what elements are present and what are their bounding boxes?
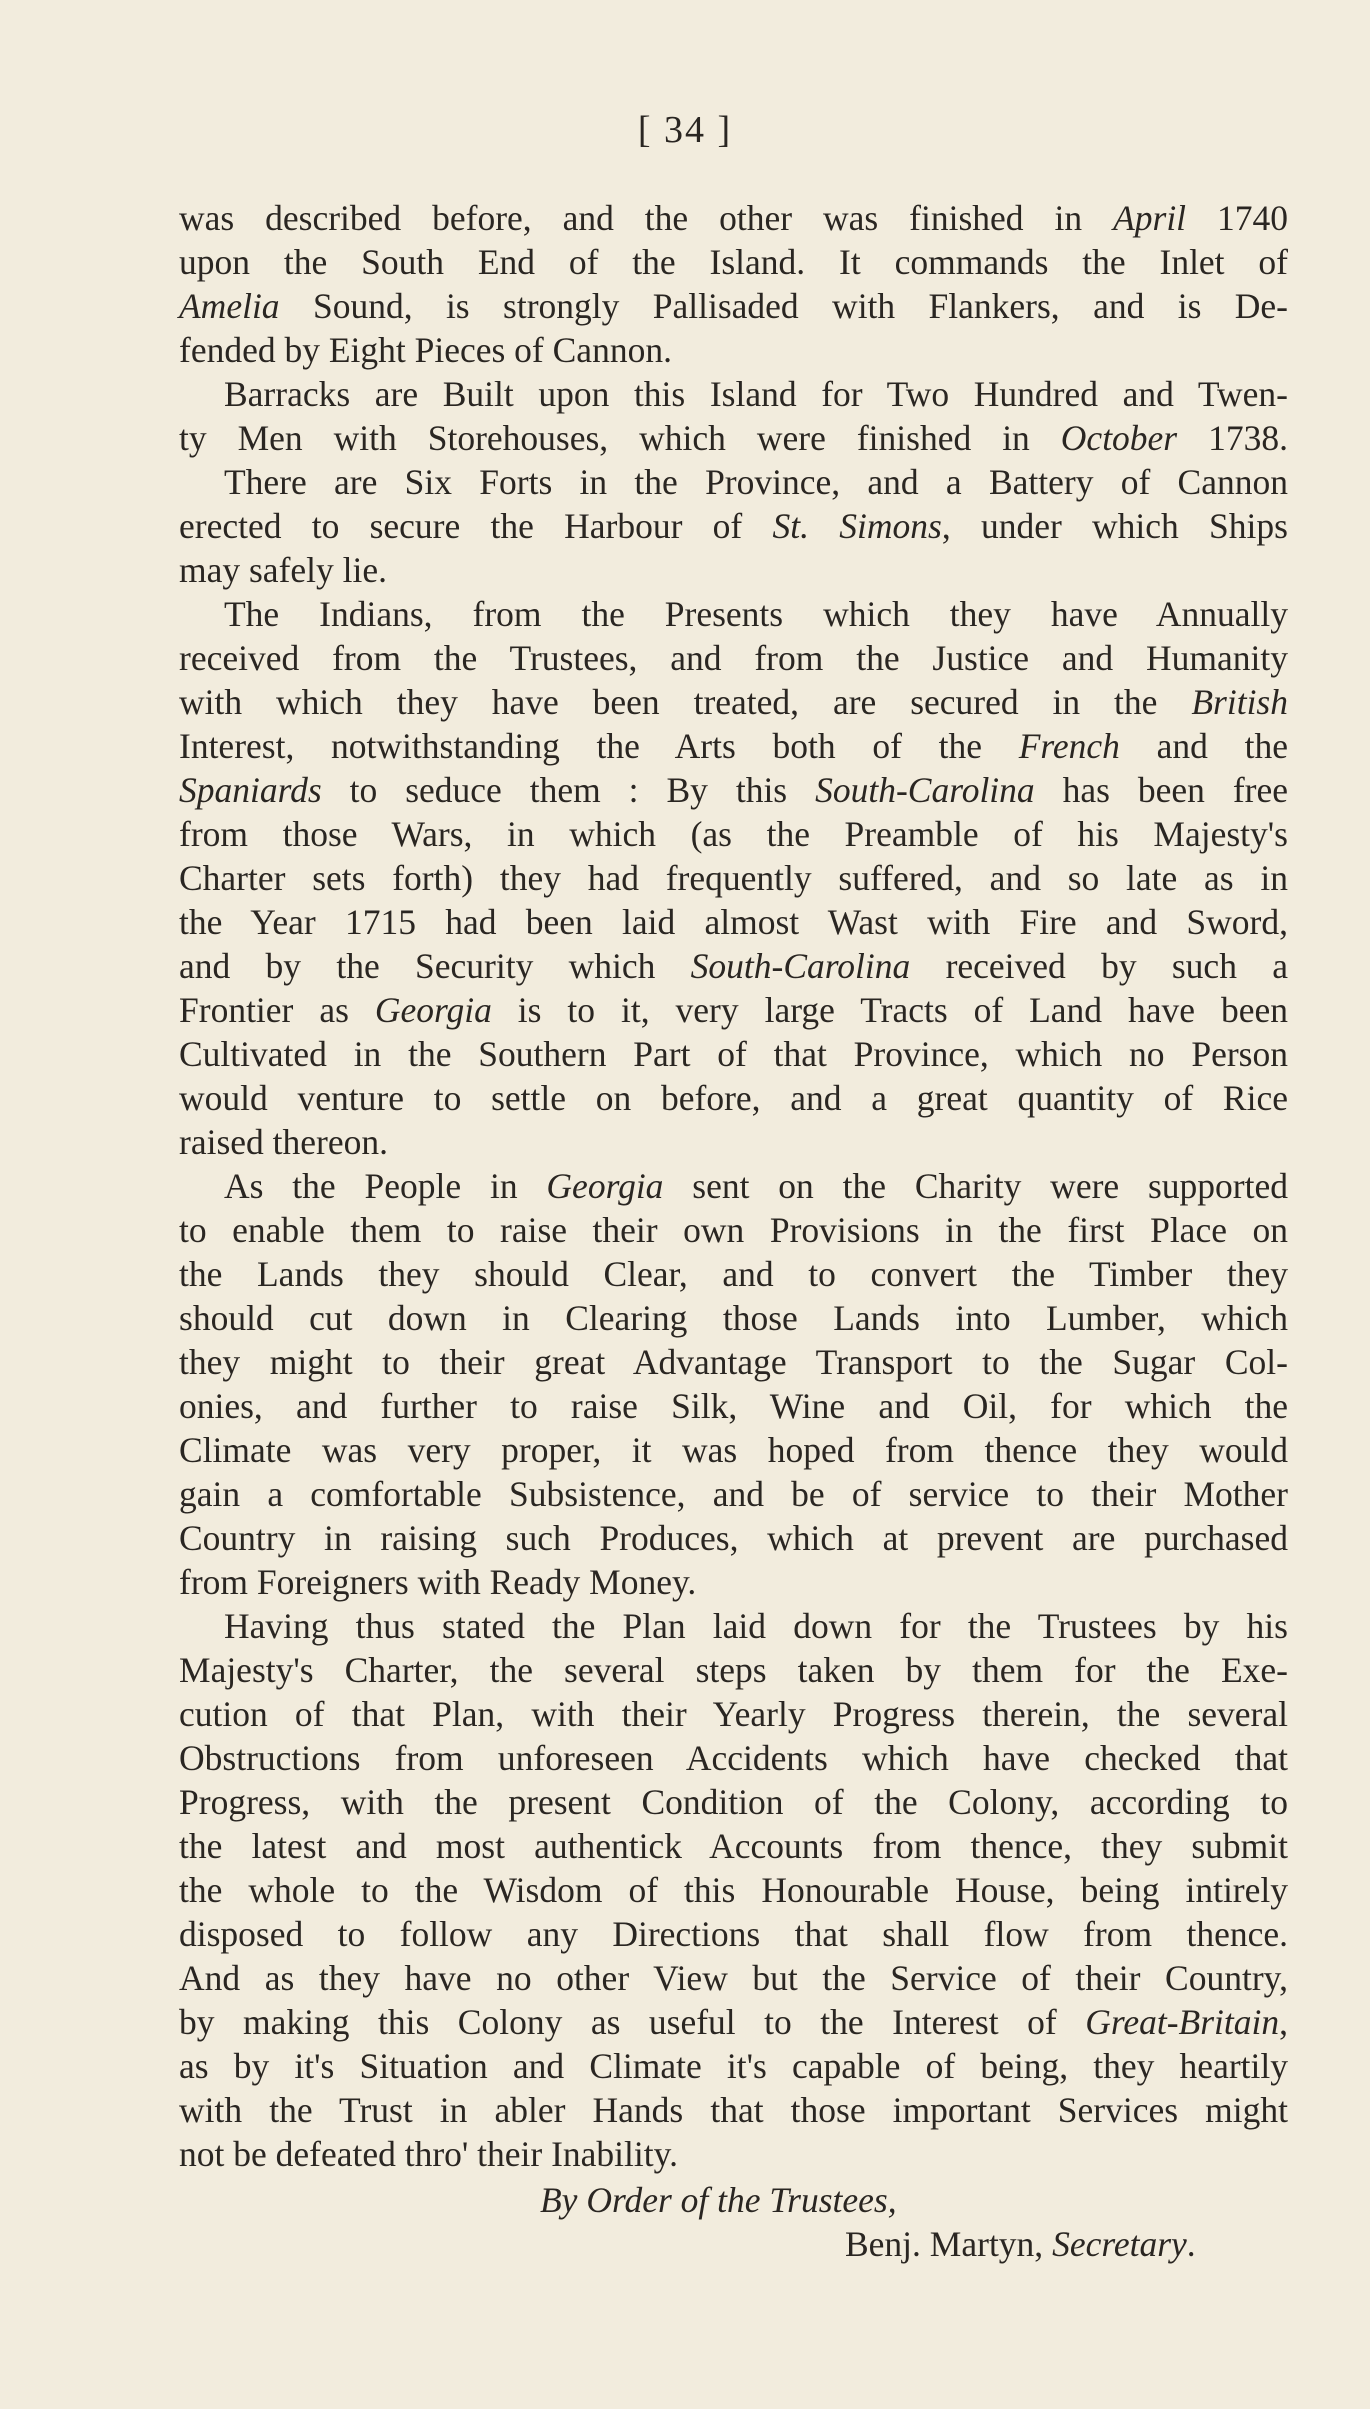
text-line: would venture to settle on before, and a great quantity of Rice <box>179 1078 1288 1118</box>
text-line: As the People in Georgia sent on the Charity were supported <box>224 1166 1288 1206</box>
text-line: The Indians, from the Presents which they have Annually <box>224 594 1288 634</box>
text-line: ty Men with Storehouses, which were finished in October 1738. <box>179 418 1288 458</box>
text-line: may safely lie. <box>179 550 387 590</box>
italic-text: Amelia <box>179 286 280 326</box>
text-line: should cut down in Clearing those Lands into Lumber, which <box>179 1298 1288 1338</box>
text-line: Interest, notwithstanding the Arts both of the French and the <box>179 726 1288 766</box>
text-line: Climate was very proper, it was hoped from thence they would <box>179 1430 1288 1470</box>
italic-text: British <box>1191 682 1288 722</box>
text-line: not be defeated thro' their Inability. <box>179 2134 678 2174</box>
italic-text: French <box>1018 726 1120 766</box>
text-line: was described before, and the other was finished in April 1740 <box>179 198 1288 238</box>
text-line: Progress, with the present Condition of the Colony, according to <box>179 1782 1288 1822</box>
text-line: Having thus stated the Plan laid down for the Trustees by his <box>224 1606 1288 1646</box>
text-line: to enable them to raise their own Provisions in the first Place on <box>179 1210 1288 1250</box>
text-line: gain a comfortable Subsistence, and be of service to their Mother <box>179 1474 1288 1514</box>
text-line: from those Wars, in which (as the Preamble of his Majesty's <box>179 814 1288 854</box>
text-line: Majesty's Charter, the several steps taken by them for the Exe- <box>179 1650 1288 1690</box>
page-number: [ 34 ] <box>637 109 733 151</box>
text-line: the whole to the Wisdom of this Honourable House, being intirely <box>179 1870 1288 1910</box>
text-line: by making this Colony as useful to the Interest of Great-Britain, <box>179 2002 1288 2042</box>
italic-text: Spaniards <box>179 770 322 810</box>
text-line: onies, and further to raise Silk, Wine and Oil, for which the <box>179 1386 1288 1426</box>
text-line: Charter sets forth) they had frequently suffered, and so late as in <box>179 858 1288 898</box>
text-line: cution of that Plan, with their Yearly Progress therein, the several <box>179 1694 1288 1734</box>
italic-text: St. Simons <box>772 506 942 546</box>
text-line: disposed to follow any Directions that shall flow from thence. <box>179 1914 1288 1954</box>
text-line: they might to their great Advantage Transport to the Sugar Col- <box>179 1342 1288 1382</box>
text-line: with the Trust in abler Hands that those important Services might <box>179 2090 1288 2130</box>
italic-text: South-Carolina <box>690 946 911 986</box>
text-line: fended by Eight Pieces of Cannon. <box>179 330 672 370</box>
text-line: from Foreigners with Ready Money. <box>179 1562 697 1602</box>
italic-text: By Order of the Trustees, <box>540 2180 897 2220</box>
italic-text: Georgia <box>374 990 492 1030</box>
text-line: Obstructions from unforeseen Accidents which have checked that <box>179 1738 1288 1778</box>
text-line: Frontier as Georgia is to it, very large Tracts of Land have been <box>179 990 1288 1030</box>
text-line: the Year 1715 had been laid almost Wast with Fire and Sword, <box>179 902 1288 942</box>
text-line: And as they have no other View but the Service of their Country, <box>179 1958 1288 1998</box>
text-line: the latest and most authentick Accounts from thence, they submit <box>179 1826 1288 1866</box>
italic-text: Secretary <box>1052 2224 1187 2264</box>
italic-text: October <box>1060 418 1178 458</box>
text-line: as by it's Situation and Climate it's capable of being, they heartily <box>179 2046 1288 2086</box>
text-line: the Lands they should Clear, and to convert the Timber they <box>179 1254 1288 1294</box>
text-line: erected to secure the Harbour of St. Simons, under which Ships <box>179 506 1288 546</box>
text-line: received from the Trustees, and from the Justice and Humanity <box>179 638 1288 678</box>
text-line: Country in raising such Produces, which at prevent are purchased <box>179 1518 1288 1558</box>
text-line: Barracks are Built upon this Island for Two Hundred and Twen- <box>224 374 1288 414</box>
signature-line: Benj. Martyn, Secretary. <box>845 2224 1196 2264</box>
text-line: upon the South End of the Island. It commands the Inlet of <box>179 242 1288 282</box>
italic-text: Great-Britain <box>1085 2002 1280 2042</box>
italic-text: Georgia <box>546 1166 664 1206</box>
text-line: Spaniards to seduce them : By this South-Carolina has been free <box>179 770 1288 810</box>
text-line: Cultivated in the Southern Part of that Province, which no Person <box>179 1034 1288 1074</box>
text-line: and by the Security which South-Carolina received by such a <box>179 946 1288 986</box>
text-line: with which they have been treated, are secured in the British <box>179 682 1288 722</box>
text-line: There are Six Forts in the Province, and a Battery of Cannon <box>224 462 1288 502</box>
text-line: Amelia Sound, is strongly Pallisaded with Flankers, and is De- <box>179 286 1288 326</box>
text-line: raised thereon. <box>179 1122 388 1162</box>
signature-line <box>540 2178 1140 2222</box>
italic-text: April <box>1113 198 1187 238</box>
italic-text: South-Carolina <box>815 770 1035 810</box>
